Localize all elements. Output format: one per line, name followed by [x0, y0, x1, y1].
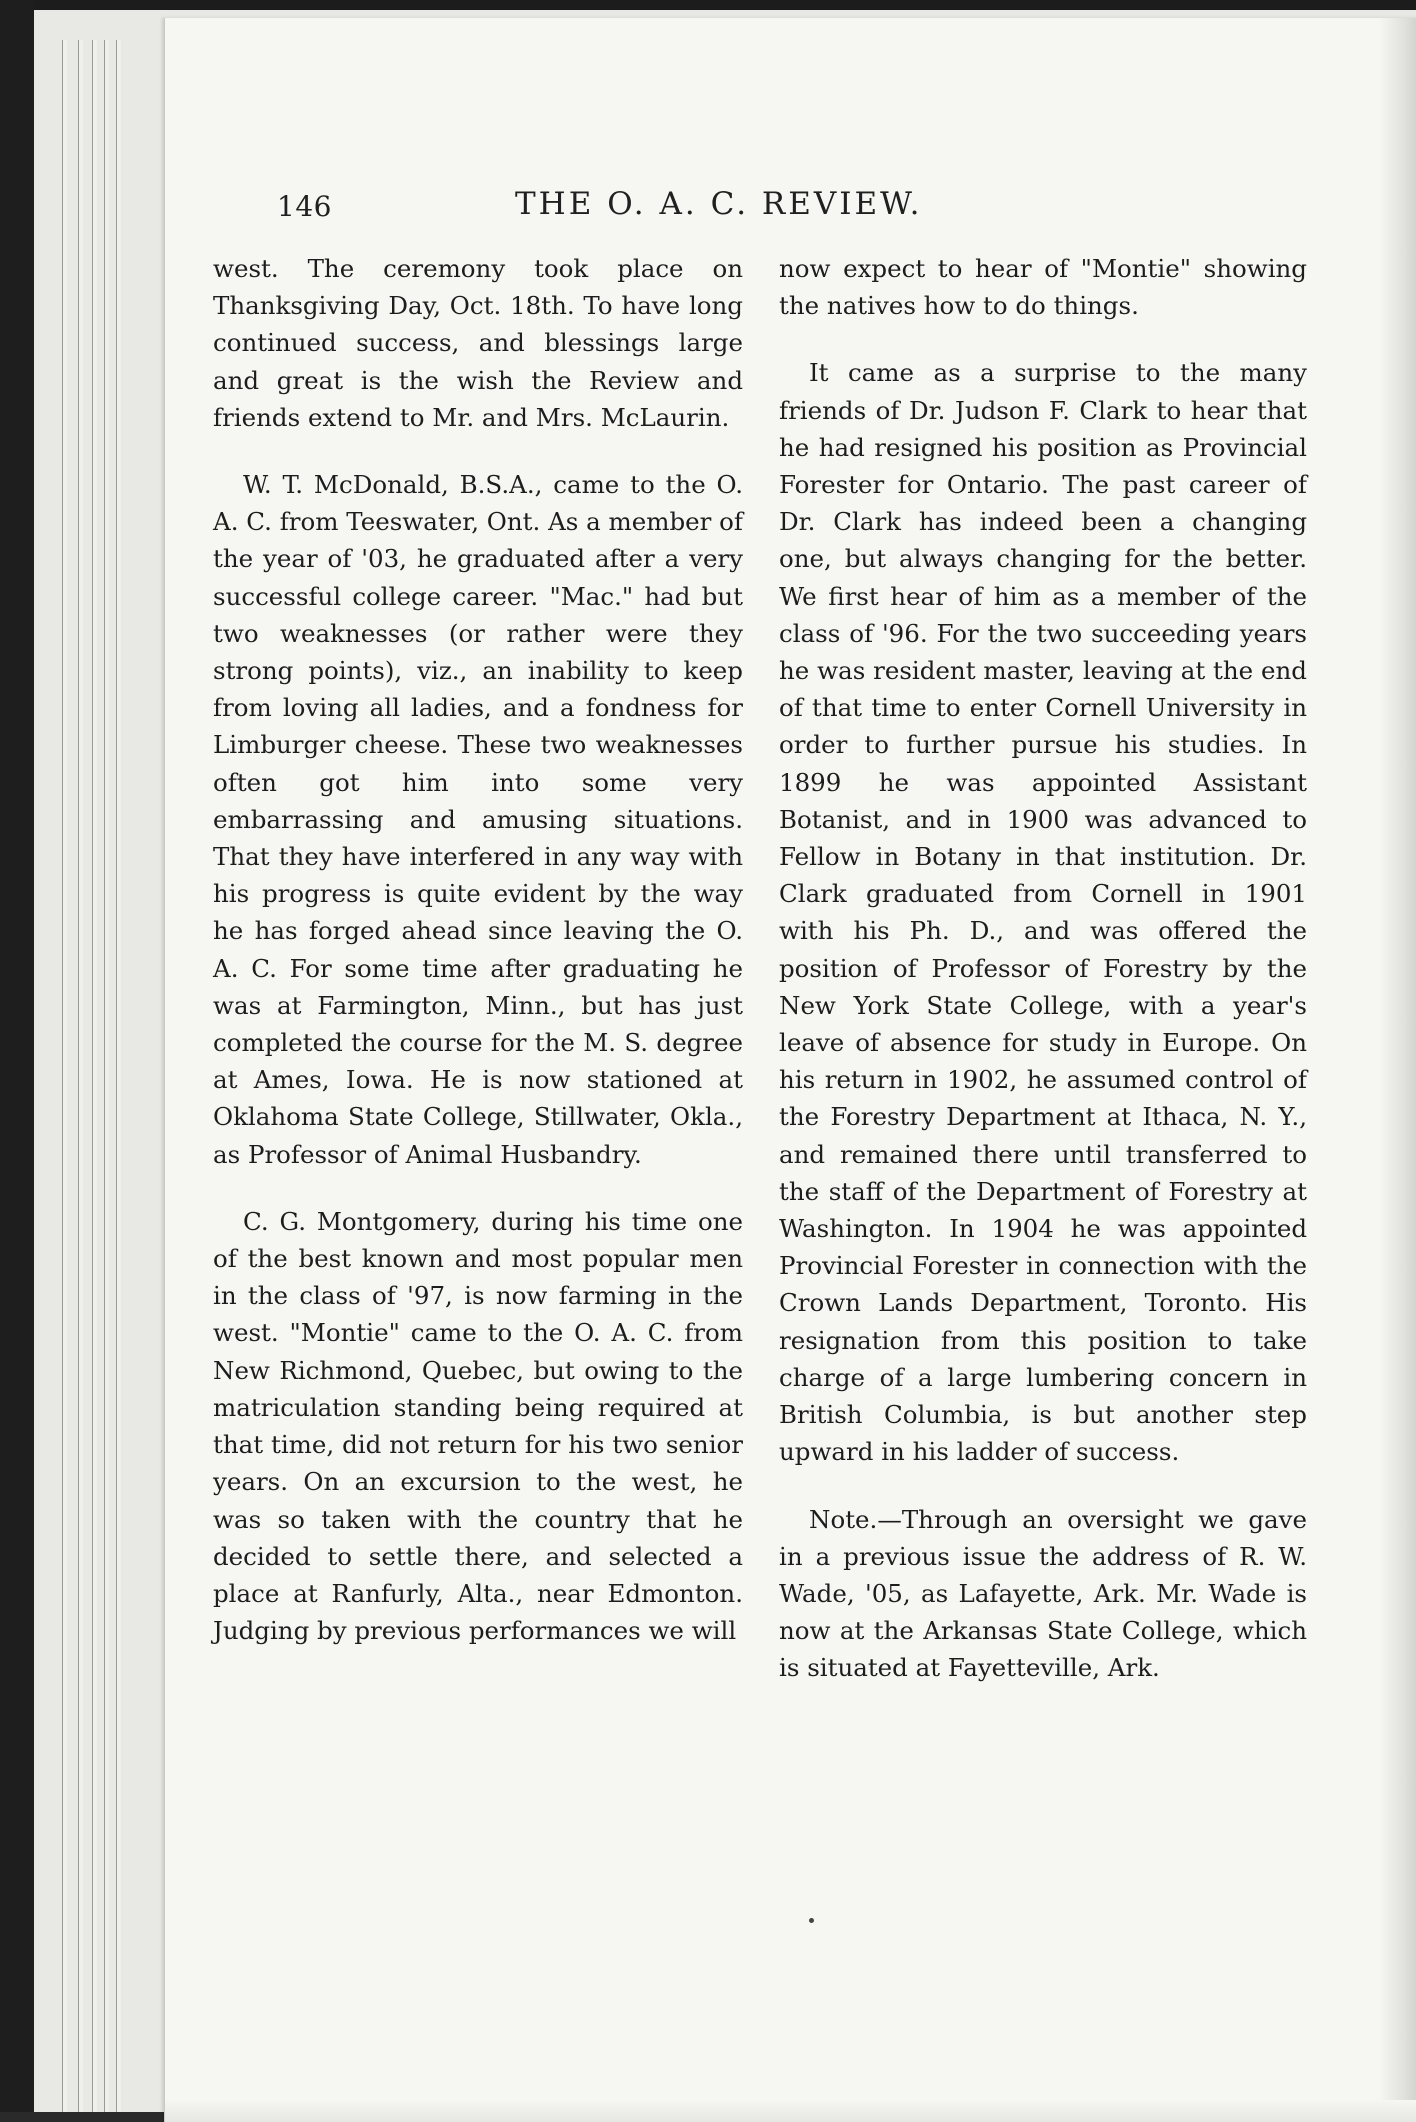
page-edge [78, 40, 83, 2112]
paragraph-montgomery: C. G. Montgomery, during his time one of the best known and most popular men in the class of '97, is now farming in the west. "Montie" came to the O. A. C. from New Richmond, Quebec, but owing to the matriculation standing being required at that time, did not return for his two senior years. On an excursion to the west, he was so taken with the country that he decided to settle there, and selected a place at Ranfurly, Alta., near Edmonton. Judging by previous performances we will [213, 1206, 743, 1646]
right-column [779, 250, 1307, 1717]
page [164, 18, 1416, 2122]
paragraph-mclaurin-ending: west. The ceremony took place on Thanksgiving Day, Oct. 18th. To have long continued success, and blessings large and great is the wish the Review and friends extend to Mr. and Mrs. McLaurin. [213, 254, 743, 432]
paragraph-montgomery-ending: now expect to hear of "Montie" showing the natives how to do things. [779, 254, 1307, 321]
paragraph-note-wade: Note.—Through an oversight we gave in a previous issue the address of R. W. Wade, '05, as Lafayette, Ark. Mr. Wade is now at the Arkansas State College, which is situated at Fayetteville, Ark. [779, 1504, 1307, 1683]
page-number: 146 [277, 190, 332, 223]
page-edge [104, 40, 109, 2112]
book-block [34, 10, 1416, 2112]
page-edge [92, 40, 97, 2112]
ink-speck [809, 1918, 814, 1923]
left-column [213, 250, 743, 1679]
gutter-shadow [1379, 18, 1416, 2122]
paragraph-mcdonald: W. T. McDonald, B.S.A., came to the O. A. C. from Teeswater, Ont. As a member of the year of '03, he graduated after a very successful college career. "Mac." had but two weaknesses (or rather were they strong points), viz., an inability to keep from loving all ladies, and a fondness for Limburger cheese. These two weaknesses often got him into some very embarrassing and amusing situations. That they have interfered in any way with his progress is quite evident by the way he has forged ahead since leaving the O. A. C. For some time after graduating he was at Farmington, Minn., but has just completed the course for the M. S. degree at Ames, Iowa. He is now stationed at Oklahoma State College, Stillwater, Okla., as Professor of Animal Husbandry. [213, 470, 743, 1169]
running-title: THE O. A. C. REVIEW. [515, 186, 923, 222]
paragraph-clark: It came as a surprise to the many friends of Dr. Judson F. Clark to hear that he had resigned his position as Provincial Forester for Ontario. The past career of Dr. Clark has indeed been a changing one, but always changing for the better. We first hear of him as a member of the class of '96. For the two succeeding years he was resident master, leaving at the end of that time to enter Cornell University in order to further pursue his studies. In 1899 he was appointed Assistant Botanist, and in 1900 was advanced to Fellow in Botany in that institution. Dr. Clark graduated from Cornell in 1901 with his Ph. D., and was offered the position of Professor of Forestry by the New York State College, with a year's leave of absence for study in Europe. On his return in 1902, he assumed control of the Forestry Department at Ithaca, N. Y., and remained there until transferred to the staff of the Department of Forestry at Washington. In 1904 he was appointed Provincial Forester in connection with the Crown Lands Department, Toronto. His resignation from this position to take charge of a large lumbering concern in British Columbia, is but another step upward in his ladder of success. [779, 358, 1307, 1467]
page-header [277, 186, 1117, 230]
page-edge [62, 40, 67, 2112]
page-edge [116, 40, 121, 2112]
scan-border-left [0, 0, 34, 2112]
page-bottom-edge [165, 2100, 1416, 2122]
